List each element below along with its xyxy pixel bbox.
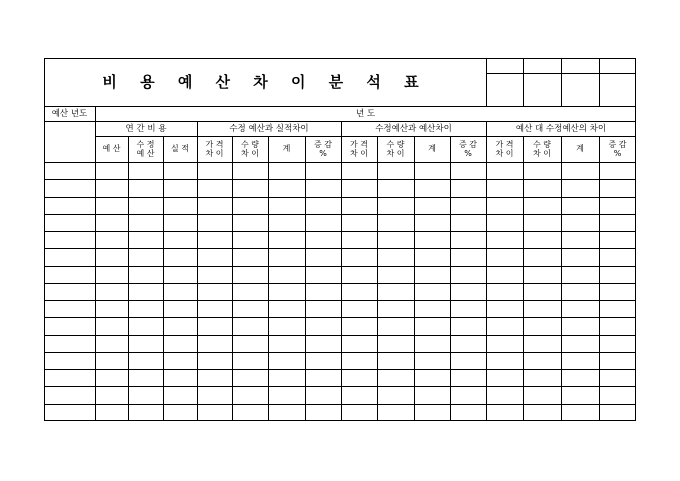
budget-year-label: 예산 년도 [51,108,88,119]
col-quantity-variance: 수 량 차 이 [533,139,551,158]
group-header-revised-vs-budget: 수정예산과 예산차이 [375,123,452,134]
group-header-revised-vs-actual: 수정 예산과 실적차이 [229,123,309,134]
col-total: 계 [428,144,436,154]
col-total: 계 [576,144,584,154]
col-change-percent: 증 감 % [314,139,332,158]
col-change-percent: 증 감 % [608,139,627,158]
col-quantity-variance: 수 량 차 이 [386,139,405,158]
cost-budget-variance-sheet [44,58,636,421]
col-quantity-variance: 수 량 차 이 [241,139,259,158]
col-actual: 실 적 [171,144,189,154]
col-price-variance: 가 격 차 이 [205,139,224,158]
group-header-annual-cost: 연 간 비 용 [125,123,167,134]
col-revised-budget: 수 정 예 산 [136,139,155,158]
col-price-variance: 가 격 차 이 [495,139,514,158]
col-change-percent: 증 감 % [459,139,477,158]
year-label: 년 도 [355,108,376,119]
page-title: 비 용 예 산 차 이 분 석 표 [102,73,428,91]
col-price-variance: 가 격 차 이 [350,139,368,158]
col-total: 계 [282,144,291,154]
col-budget: 예 산 [102,144,121,154]
group-header-budget-vs-revised: 예산 대 수정예산의 차이 [515,123,607,134]
